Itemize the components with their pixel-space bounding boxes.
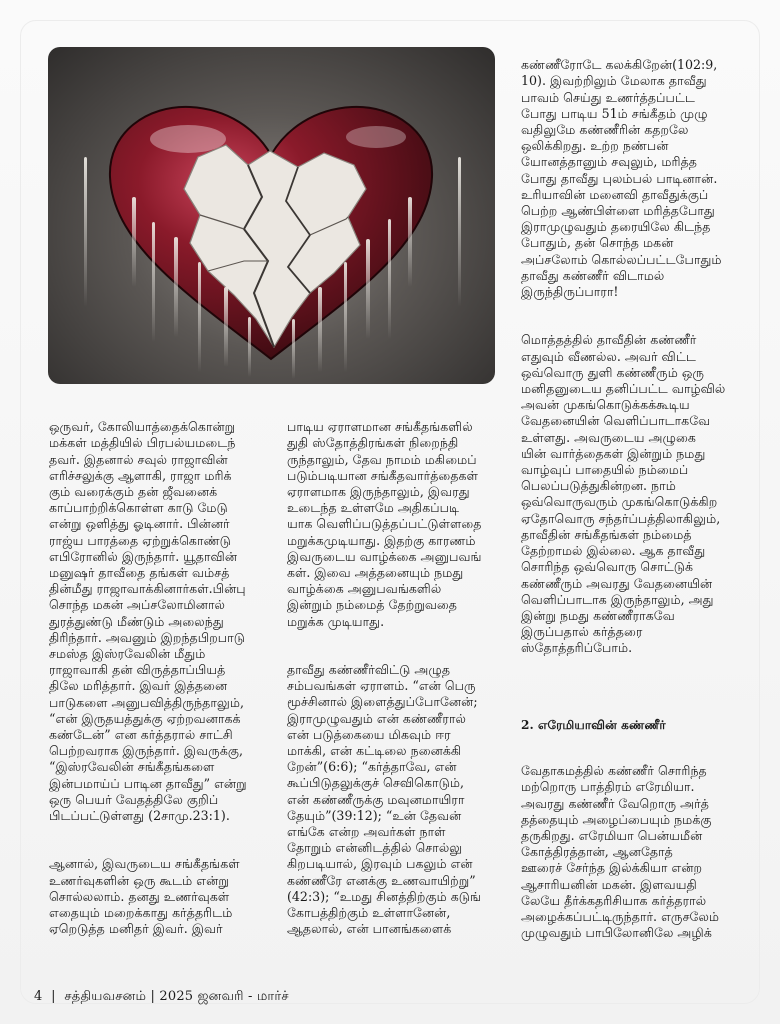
text-column-right <box>521 41 749 974</box>
heart-crack <box>184 145 366 347</box>
paragraph: ஆனால், இவருடைய சங்கீதங்கள் உணர்வுகளின் ஒரு கூடம் என்று சொல்லலாம். தனது உணர்வுகள் எதையும் மறைக்காது கர்த்தரிடம் ஏறெடுத்த மனிதர் இவர். இவர் <box>49 856 240 937</box>
paragraph: வேதாகமத்தில் கண்ணீர் சொரிந்த மற்றொரு பாத்திரம் எரேமியா. அவரது கண்ணீர் வேறொரு அர்த் தத்தையும் அழைப்பையும் நமக்கு தருகிறது. எரேமியா பென்யமீன் கோத்திரத்தான், ஆனதோத் ஊரைச் சேர்ந்த இல்க்கியா என்ற ஆசாரியனின் மகன். இளவயதி லேயே தீர்க்கதரிசியாக கர்த்தரால் அழைக்கப்பட்டிருந்தார். எருசலேம் முழுவதும் பாபிலோனிலே அழிக் <box>521 763 720 941</box>
broken-heart-icon <box>48 47 495 384</box>
page-footer: 4 | சத்தியவசனம் | 2025 ஜனவரி - மார்ச் <box>34 989 289 1004</box>
paragraph: தாவீது கண்ணீர்விட்டு அழுத சம்பவங்கள் ஏராளம். “என் பெரு மூச்சினால் இளைத்துப்போனேன்; இராமுழுவதும் என் கண்ணீரால் என் படுத்கையை மிகவும் ஈர மாக்கி, என் கட்டிலை நனைக்கி றேன்”(6:6); “கர்த்தாவே, என் கூப்பிடுதலுக்குச் செவிகொடும், என் கண்ணீருக்கு மவுனமாயிரா தேயும்”(39:12); “உன் தேவன் எங்கே என்ற அவர்கள் நாள் தோறும் என்னிடத்தில் சொல்லு கிறபடியால், இரவும் பகலும் என் கண்ணீரே எனக்கு உணவாயிற்று” (42:3); “உமது சினத்திற்கும் கடுங் கோபத்திற்கும் உள்ளானேன், ஆதலால், என் பானங்களைக் <box>287 662 482 937</box>
paragraph: ஒருவர், கோலியாத்தைக்கொன்று மக்கள் மத்தியில் பிரபல்யமடைந் தவர். இதனால் சவுல் ராஜாவின் எரிச்சலுக்கு ஆளாகி, ராஜா மரிக் கும் வரைக்கும் தன் ஜீவனைக் காப்பாற்றிக்கொள்ள காடு மேடு என்று ஒளித்து ஓடினார். பின்னர் ராஜ்ய பாரத்தை ஏற்றுக்கொண்டு எபிரோனில் இருந்தார். யூதாவின் மனுஷர் தாவீதை தங்கள் வம்சத் தின்மீது ராஜாவாக்கினார்கள்.பின்பு சொந்த மகன் அப்சலோமினால் துரத்துண்டு மீண்டும் அலைந்து திரிந்தார். அவனும் இறந்தபிறபாடு சமஸ்த இஸ்ரவேலின் மீதும் ராஜாவாகி தன் விருத்தாப்பியத் திலே மரித்தார். இவர் இத்தனை பாடுகளை அனுபவித்திருந்தாலும், “என் இருதயத்துக்கு ஏற்றவனாகக் கண்டேன்” என கர்த்தரால் சாட்சி பெற்றவராக இருந்தார். இவருக்கு, “இஸ்ரவேலின் சங்கீதங்களை இன்பமாய்ப் பாடின தாவீது” என்று ஒரு பெயர் வேதத்திலே குறிப் பிடப்பட்டுள்ளது (2சாமு.23:1). <box>49 419 247 824</box>
section-heading: 2. எரேமியாவின் கண்ணீர் <box>521 717 666 732</box>
text-column-left <box>49 403 261 970</box>
paragraph: பாடிய ஏராளமான சங்கீதங்களில் துதி ஸ்தோத்திரங்கள் நிறைந்தி ருந்தாலும், தேவ நாமம் மகிமைப் படும்படியான சங்கீதவார்த்தைகள் ஏராளமாக இருந்தாலும், இவரது உடைந்த உள்ளமே அதிகப்படி யாக வெளிப்படுத்தப்பட்டுள்ளதை மறுக்கமுடியாது. இதற்கு காரணம் இவருடைய வாழ்க்கை அனுபவங் கள். இவை அத்தனையும் நமது வாழ்க்கை அனுபவங்களில் இன்றும் நம்மைத் தேற்றுவதை மறுக்க முடியாது. <box>287 419 482 629</box>
text-column-middle <box>287 403 501 970</box>
paragraph: கண்ணீரோடே கலக்கிறேன்(102:9, 10). இவற்றிலும் மேலாக தாவீது பாவம் செய்து உணர்த்தப்பட்ட போது பாடிய 51ம் சங்கீதம் முழு வதிலுமே கண்ணீரின் கதறலே ஒலிக்கிறது. உற்ற நண்பன் யோனத்தானும் சவுலும், மரித்த போது தாவீது புலம்பல் பாடினான். உரியாவின் மனைவி தாவீதுக்குப் பெற்ற ஆண்பிள்ளை மரித்தபோது இராமுழுவதும் தரையிலே கிடந்த போதும், தன் சொந்த மகன் அப்சலோம் கொல்லப்பட்டபோதும் தாவீது கண்ணீர் விடாமல் இருந்திருப்பாரா! <box>521 57 722 300</box>
broken-heart-image <box>48 47 495 384</box>
paragraph: மொத்தத்தில் தாவீதின் கண்ணீர் எதுவும் வீணல்ல. அவர் விட்ட ஒவ்வொரு துளி கண்ணீரும் ஒரு மனிதனுடைய தனிப்பட்ட வாழ்வில் அவன் முகங்கொடுக்கக்கூடிய வேதனையின் வெளிப்பாடாகவே உள்ளது. அவருடைய அழுகை யின் வார்த்தைகள் இன்றும் நமது வாழ்வுப் பாதையில் நம்மைப் பெலப்படுத்துகின்றன. நாம் ஒவ்வொருவரும் முகங்கொடுக்கிற ஏதோவொரு சந்தர்ப்பத்திலாகிலும், தாவீதின் சங்கீதங்கள் நம்மைத் தேற்றாமல் இல்லை. ஆக தாவீது சொரிந்த ஒவ்வொரு சொட்டுக் கண்ணீரும் அவரது வேதனையின் வெளிப்பாடாக இருந்தாலும், அது இன்று நமது கண்ணீராகவே இருப்பதால் கர்த்தரை ஸ்தோத்தரிப்போம். <box>521 332 726 656</box>
